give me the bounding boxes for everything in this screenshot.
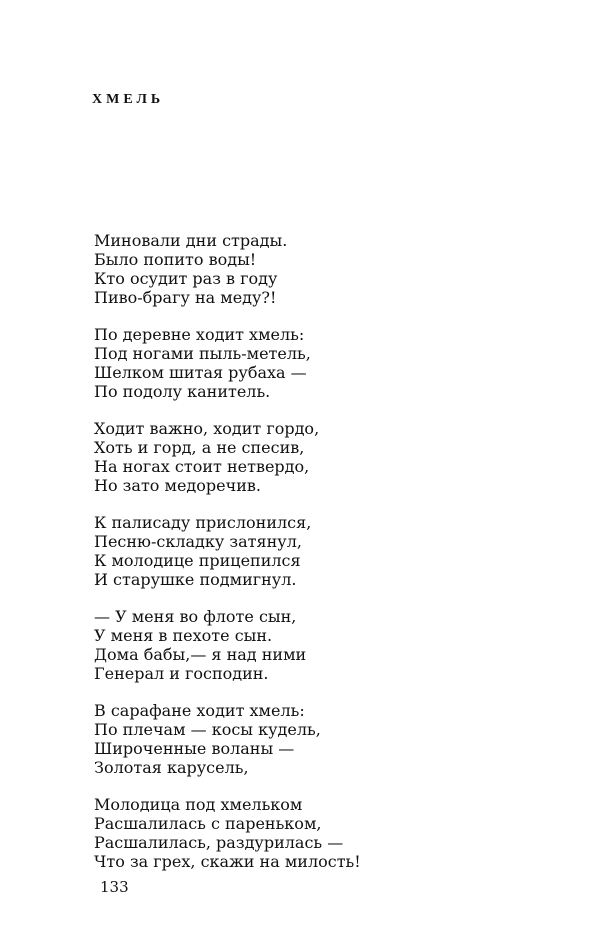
poem-line: И старушке подмигнул. xyxy=(94,570,297,589)
poem-line: Пиво-брагу на меду?! xyxy=(94,288,277,307)
stanza xyxy=(94,513,514,589)
poem-line: Песню-складку затянул, xyxy=(94,532,302,551)
poem-line: По плечам — косы кудель, xyxy=(94,720,321,739)
poem-line: Широченные воланы — xyxy=(94,739,295,758)
poem-line: Молодица под хмельком xyxy=(94,795,303,814)
poem-line: Что за грех, скажи на милость! xyxy=(94,852,361,871)
poem-line: У меня в пехоте сын. xyxy=(94,626,273,645)
poem-title: ХМЕЛЬ xyxy=(92,92,165,107)
poem-line: По деревне ходит хмель: xyxy=(94,325,305,344)
stanza xyxy=(94,607,514,683)
poem-line: Но зато медоречив. xyxy=(94,476,261,495)
stanza xyxy=(94,701,514,777)
poem-line: На ногах стоит нетвердо, xyxy=(94,457,310,476)
poem-line: К палисаду прислонился, xyxy=(94,513,312,532)
poem-line: Миновали дни страды. xyxy=(94,231,288,250)
stanza xyxy=(94,419,514,495)
poem-body xyxy=(94,231,514,889)
stanza xyxy=(94,231,514,307)
stanza xyxy=(94,795,514,871)
poem-line: Хоть и горд, а не спесив, xyxy=(94,438,305,457)
stanza xyxy=(94,325,514,401)
poem-line: Под ногами пыль-метель, xyxy=(94,344,311,363)
poem-line: Генерал и господин. xyxy=(94,664,269,683)
poem-line: Ходит важно, ходит гордо, xyxy=(94,419,320,438)
poem-line: Золотая карусель, xyxy=(94,758,249,777)
poem-line: В сарафане ходит хмель: xyxy=(94,701,305,720)
poem-line: Дома бабы,— я над ними xyxy=(94,645,307,664)
poem-line: По подолу канитель. xyxy=(94,382,271,401)
poem-line: К молодице прицепился xyxy=(94,551,301,570)
page-number: 133 xyxy=(100,878,129,896)
poem-line: Было попито воды! xyxy=(94,250,257,269)
poem-line: Кто осудит раз в году xyxy=(94,269,278,288)
poem-line: Расшалилась, раздурилась — xyxy=(94,833,344,852)
poem-line: — У меня во флоте сын, xyxy=(94,607,297,626)
poem-line: Шелком шитая рубаха — xyxy=(94,363,307,382)
poem-line: Расшалилась с пареньком, xyxy=(94,814,322,833)
